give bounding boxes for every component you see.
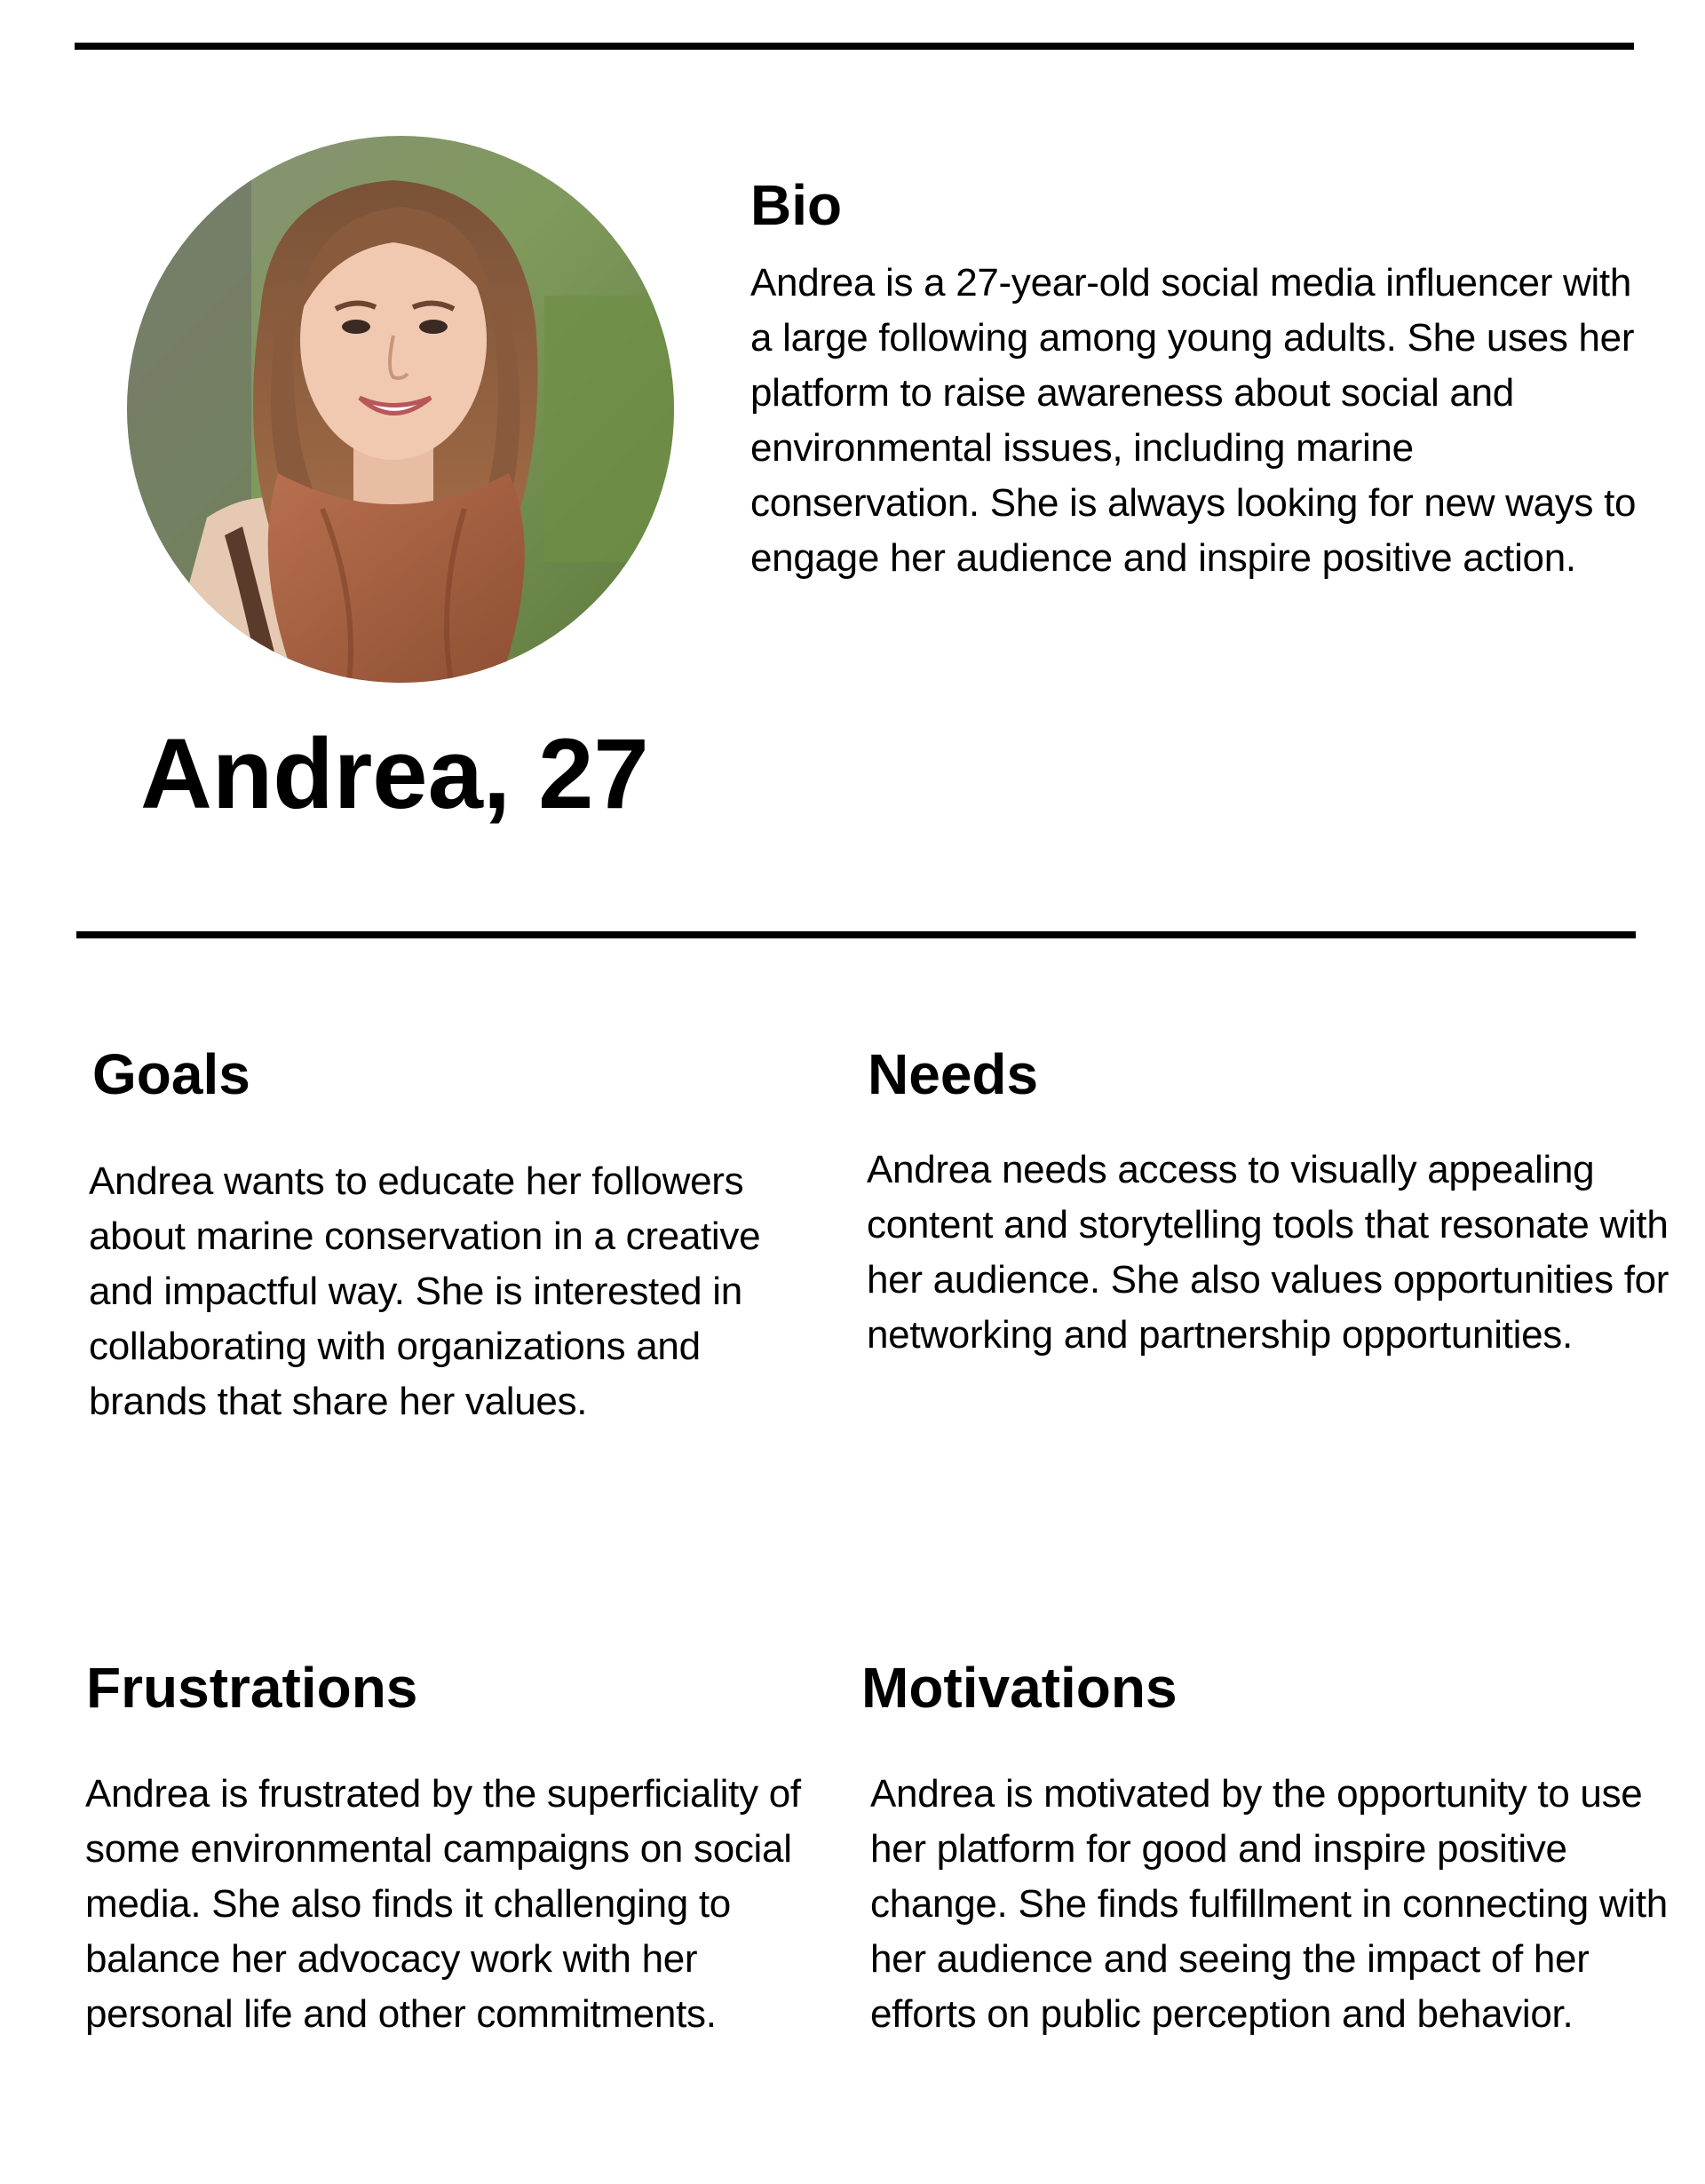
middle-divider (76, 931, 1636, 938)
needs-text: Andrea needs access to visually appealing content and storytelling tools that resonate with her audience. She also values opportunities for networking and partnership opportunities. (867, 1148, 1669, 1357)
goals-heading: Goals (92, 1042, 250, 1106)
top-divider (75, 43, 1634, 50)
needs-heading: Needs (868, 1042, 1039, 1106)
portrait-photo-icon (127, 136, 674, 683)
motivations-heading: Motivations (861, 1656, 1178, 1720)
motivations-text: Andrea is motivated by the opportunity to use her platform for good and inspire positive change. She finds fulfillment in connecting with her audience and seeing the impact of her efforts on public perception and behavior. (870, 1772, 1668, 2036)
persona-photo (127, 136, 674, 683)
frustrations-text: Andrea is frustrated by the superficiality of some environmental campaigns on social media. She also finds it challenging to balance her advocacy work with her personal life and other commitments. (85, 1772, 801, 2036)
bio-text: Andrea is a 27-year-old social media influencer with a large following among young adults. She uses her platform to raise awareness about social and environmental issues, including marine conservation. She is always looking for new ways to engage her audience and inspire positive action. (750, 261, 1637, 580)
frustrations-heading: Frustrations (86, 1656, 418, 1720)
goals-text: Andrea wants to educate her followers about marine conservation in a creative and impactful way. She is interested in collaborating with organizations and brands that share her values. (89, 1159, 761, 1423)
bio-heading: Bio (750, 173, 843, 237)
persona-name: Andrea, 27 (140, 718, 649, 829)
